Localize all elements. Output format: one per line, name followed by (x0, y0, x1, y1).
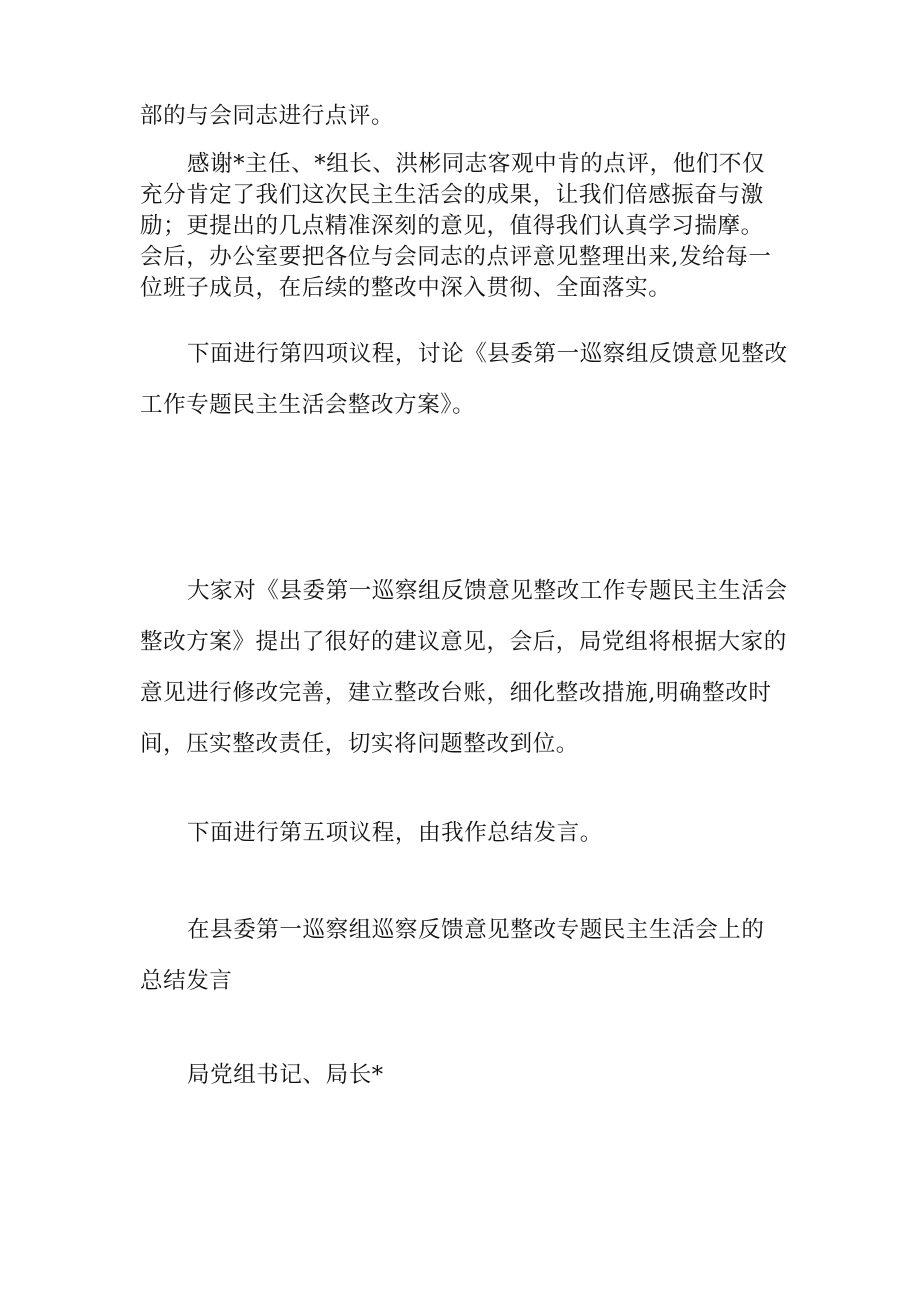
text-line: 间，压实整改责任，切实将问题整改到位。 (140, 731, 579, 757)
paragraph-thanks (140, 149, 782, 304)
paragraph-plan-feedback (140, 566, 788, 770)
text-line: 部的与会同志进行点评。 (140, 103, 395, 129)
paragraph-review-end (140, 101, 782, 132)
text-line: 下面进行第五项议程，由我作总结发言。 (187, 820, 603, 846)
paragraph-agenda-item-5 (140, 808, 782, 859)
text-line: 充分肯定了我们这次民主生活会的成果，让我们倍感振奋与激 (140, 182, 764, 208)
text-line: 会后，办公室要把各位与会同志的点评意见整理出来,发给每一 (140, 244, 772, 270)
text-line: 下面进行第四项议程，讨论《县委第一巡察组反馈意见整改 (187, 341, 788, 367)
text-line: 位班子成员，在后续的整改中深入贯彻、全面落实。 (140, 275, 672, 301)
paragraph-agenda-item-4 (140, 329, 788, 431)
text-line: 大家对《县委第一巡察组反馈意见整改工作专题民主生活会 (187, 578, 788, 604)
text-line: 工作专题民主生活会整改方案》。 (140, 392, 476, 418)
speech-title (140, 905, 782, 1007)
text-line: 整改方案》提出了很好的建议意见，会后，局党组将根据大家的 (140, 629, 787, 655)
text-line: 感谢*主任、*组长、洪彬同志客观中肯的点评，他们不仅 (187, 151, 766, 177)
text-line: 意见进行修改完善，建立整改台账，细化整改措施,明确整改时 (140, 680, 772, 706)
text-line: 总结发言 (140, 968, 233, 994)
speaker-line (140, 1050, 782, 1101)
text-line: 局党组书记、局长* (187, 1062, 384, 1088)
text-line: 励；更提出的几点精准深刻的意见，值得我们认真学习揣摩。 (140, 213, 764, 239)
text-line: 在县委第一巡察组巡察反馈意见整改专题民主生活会上的 (187, 917, 765, 943)
